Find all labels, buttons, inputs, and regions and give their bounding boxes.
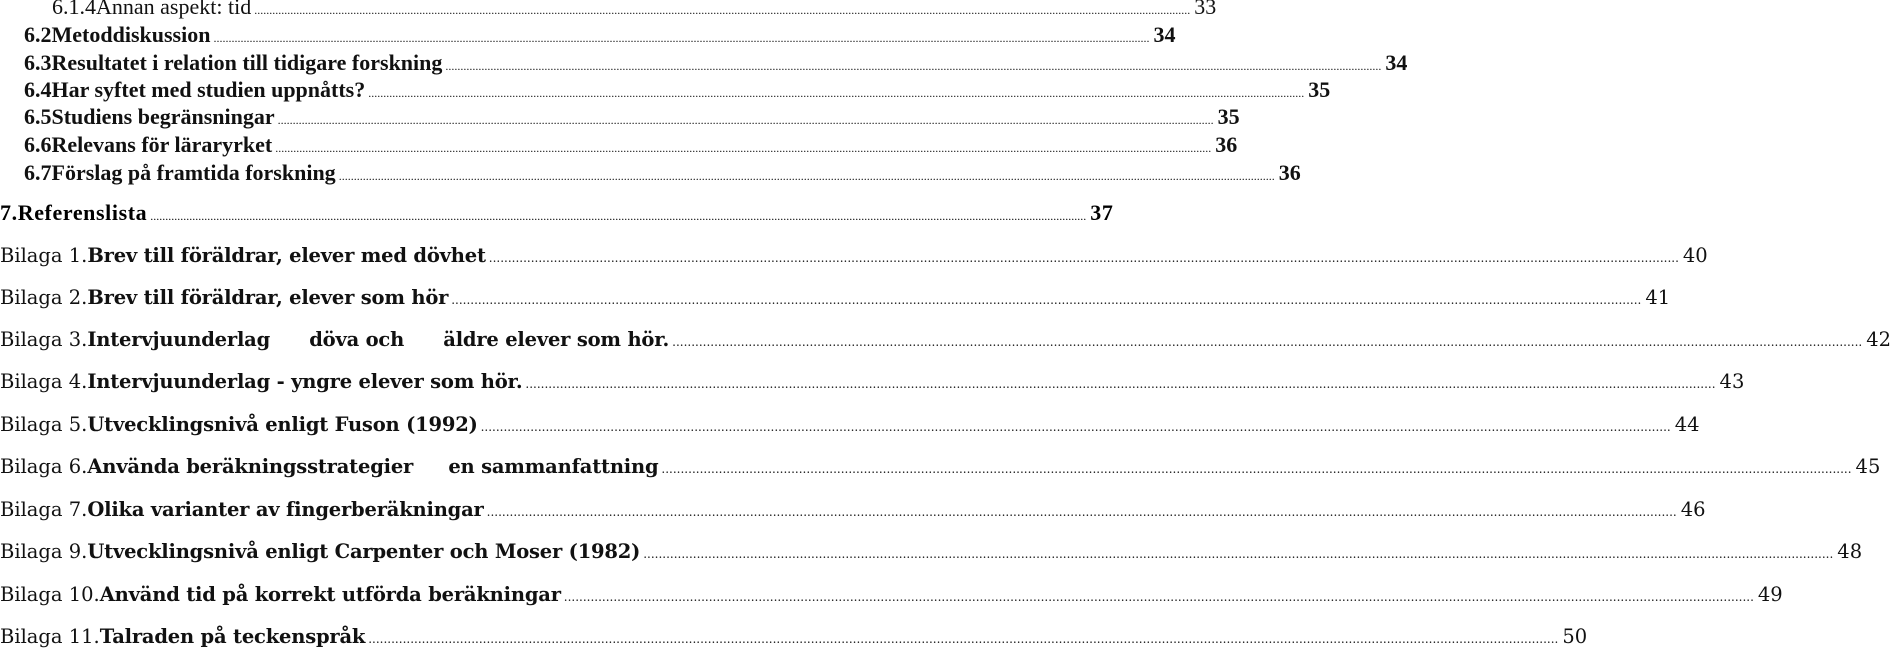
toc-title: Brev till föräldrar, elever med dövhet [87, 244, 486, 267]
dot-leader: ........................................................................................................................................................................................................................................................................................................................ [488, 251, 1679, 265]
toc-entry-bilaga-3[interactable] [0, 328, 1891, 351]
toc-number: Bilaga 4. [0, 370, 88, 393]
dot-leader: ........................................................................................................................................................................................................................................................................................................................ [368, 632, 1559, 646]
toc-title: Metoddiskussion [51, 22, 211, 47]
toc-title [87, 455, 658, 478]
toc-page: 43 [1719, 370, 1745, 393]
toc-entry-bilaga-6[interactable] [0, 455, 1881, 478]
toc-page: 40 [1682, 244, 1708, 267]
toc-title-part: Intervjuunderlag [87, 328, 271, 351]
toc-title: Studiens begränsningar [51, 104, 275, 129]
dot-leader: ........................................................................................................................................................................................................................................................................................................................ [451, 293, 1642, 307]
dot-leader: ........................................................................................................................................................................................................................................................................................................................ [445, 59, 1382, 73]
toc-number: Bilaga 10. [0, 583, 100, 606]
toc-number: Bilaga 7. [0, 498, 88, 521]
toc-title: Förslag på framtida forskning [51, 160, 336, 185]
toc-page: 34 [1385, 50, 1408, 75]
toc-number: Bilaga 5. [0, 413, 88, 436]
dot-leader: ........................................................................................................................................................................................................................................................................................................................ [525, 377, 1716, 391]
toc-page: 36 [1215, 132, 1238, 157]
toc-page: 49 [1757, 583, 1783, 606]
dot-leader: ........................................................................................................................................................................................................................................................................................................................ [277, 113, 1214, 127]
toc-entry-bilaga-11[interactable] [0, 625, 1588, 648]
toc-number: Bilaga 1. [0, 244, 88, 267]
toc-number: Bilaga 2. [0, 286, 88, 309]
dot-leader: ........................................................................................................................................................................................................................................................................................................................ [563, 590, 1754, 604]
toc-title: Utvecklingsnivå enligt Carpenter och Moser (1982) [87, 540, 641, 563]
toc-title: Intervjuunderlag - yngre elever som hör. [87, 370, 523, 393]
toc-number: Bilaga 6. [0, 455, 88, 478]
toc-title: Olika varianter av fingerberäkningar [87, 498, 484, 521]
toc-page: 50 [1562, 625, 1588, 648]
toc-entry-6-1-4[interactable] [0, 0, 1217, 20]
toc-page: 37 [1090, 200, 1114, 225]
dot-leader: ........................................................................................................................................................................................................................................................................................................................ [672, 335, 1863, 349]
toc-number: 7. [0, 200, 18, 225]
toc-page: 42 [1866, 328, 1891, 351]
toc-title: Annan aspekt: tid [96, 0, 252, 19]
toc-page: 34 [1153, 22, 1176, 47]
toc-title-part: Använda beräkningsstrategier [87, 455, 414, 478]
toc-number: 6.2 [24, 22, 52, 47]
dot-leader: ........................................................................................................................................................................................................................................................................................................................ [486, 505, 1677, 519]
toc-title: Har syftet med studien uppnåtts? [51, 77, 366, 102]
toc-entry-6-6[interactable] [0, 132, 1238, 158]
toc-title-part: äldre elever som hör. [443, 328, 670, 351]
toc-entry-6-5[interactable] [0, 104, 1240, 130]
toc-page: 41 [1645, 286, 1671, 309]
toc-title [87, 328, 669, 351]
toc-number: 6.5 [24, 104, 52, 129]
toc-page: 45 [1855, 455, 1881, 478]
dot-leader: ........................................................................................................................................................................................................................................................................................................................ [338, 169, 1275, 183]
toc-number: 6.7 [24, 160, 52, 185]
toc-number: 6.1.4 [52, 0, 96, 19]
toc-title-part: döva och [309, 328, 405, 351]
dot-leader: ........................................................................................................................................................................................................................................................................................................................ [643, 547, 1834, 561]
toc-number: 6.4 [24, 77, 52, 102]
toc-entry-6-3[interactable] [0, 50, 1408, 76]
toc-title: Talraden på teckenspråk [99, 625, 366, 648]
toc-entry-6-7[interactable] [0, 160, 1301, 186]
toc-page: 35 [1308, 77, 1331, 102]
toc-page: 36 [1278, 160, 1301, 185]
toc-entry-7[interactable] [0, 200, 1114, 226]
toc-page: 48 [1837, 540, 1863, 563]
toc-page: 44 [1674, 413, 1700, 436]
toc-title: Relevans för läraryrket [51, 132, 273, 157]
toc-number: 6.6 [24, 132, 52, 157]
toc-entry-bilaga-5[interactable] [0, 413, 1700, 436]
toc-title: Resultatet i relation till tidigare forskning [51, 50, 443, 75]
toc-title: Utvecklingsnivå enligt Fuson (1992) [87, 413, 478, 436]
dot-leader: ........................................................................................................................................................................................................................................................................................................................ [213, 31, 1150, 45]
toc-entry-bilaga-1[interactable] [0, 244, 1708, 267]
toc-page: 46 [1680, 498, 1706, 521]
dot-leader: ........................................................................................................................................................................................................................................................................................................................ [150, 209, 1087, 223]
toc-page: 35 [1217, 104, 1240, 129]
toc-title-part: en sammanfattning [448, 455, 659, 478]
dot-leader: ........................................................................................................................................................................................................................................................................................................................ [480, 420, 1671, 434]
dot-leader: ........................................................................................................................................................................................................................................................................................................................ [275, 141, 1212, 155]
toc-number: 6.3 [24, 50, 52, 75]
dot-leader: ........................................................................................................................................................................................................................................................................................................................ [661, 462, 1852, 476]
toc-entry-bilaga-10[interactable] [0, 583, 1783, 606]
toc-title: Brev till föräldrar, elever som hör [87, 286, 449, 309]
toc-number: Bilaga 11. [0, 625, 100, 648]
toc-entry-6-2[interactable] [0, 22, 1176, 48]
dot-leader: ........................................................................................................................................................................................................................................................................................................................ [368, 86, 1305, 100]
toc-entry-bilaga-9[interactable] [0, 540, 1863, 563]
toc-entry-bilaga-2[interactable] [0, 286, 1671, 309]
toc-number: Bilaga 3. [0, 328, 88, 351]
dot-leader: ........................................................................................................................................................................................................................................................................................................................ [254, 3, 1191, 17]
toc-entry-bilaga-7[interactable] [0, 498, 1706, 521]
toc-entry-6-4[interactable] [0, 77, 1331, 103]
toc-page: 33 [1194, 0, 1217, 19]
toc-entry-bilaga-4[interactable] [0, 370, 1745, 393]
toc-number: Bilaga 9. [0, 540, 88, 563]
toc-title: Använd tid på korrekt utförda beräkningar [99, 583, 561, 606]
toc-title: Referenslista [17, 200, 148, 225]
